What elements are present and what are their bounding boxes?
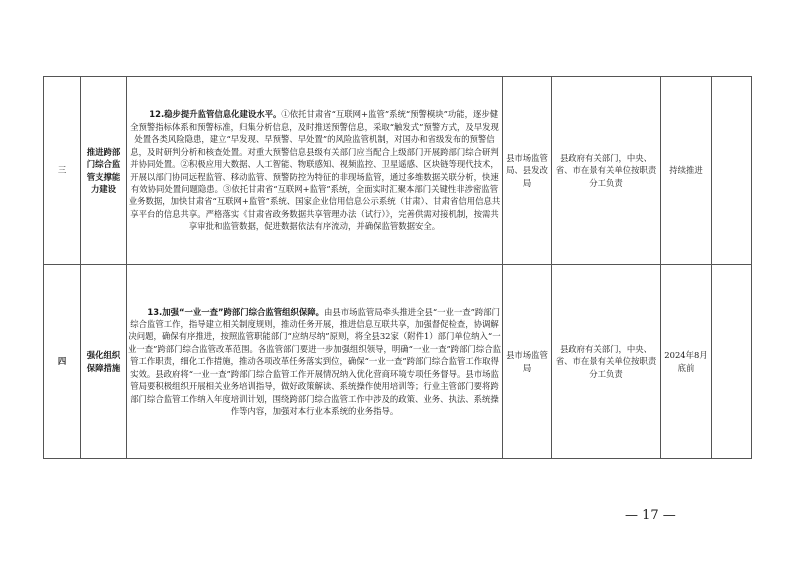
lead-unit: 县市场监管局、县发改局 xyxy=(503,77,552,265)
note-cell xyxy=(712,77,752,265)
table-row xyxy=(44,265,752,459)
item-body: ①依托甘肃省“互联网+监管”系统“预警模块”功能，逐步健全预警指标体系和预警标准，归集分析信息，及时推送预警信息，采取“触发式”预警方式，及早发现处置各类风险隐患，建立“早发现、早预警、早处置”的风险监管机制，对国办和省级发布的预警信息，及时研判分析和核查处置。对重大预警信息县级有关部门应当配合上级部门开展跨部门综合研判并协同处置。②积极应用大数据、人工智能、物联感知、视频监控、卫星遥感、区块链等现代技术，开展以部门协同远程监管、移动监管、预警防控为特征的非现场监管，通过多维数据关联分析，快速有效协同处置问题隐患。③依托甘肃省“互联网+监管”系统，全面实时汇聚本部门关键性非涉密监管业务数据，加快甘肃省“互联网+监管”系统、国家企业信用信息公示系统（甘肃）、甘肃省信用信息共享平台的信息共享。严格落实《甘肃省政务数据共享管理办法（试行）》，完善供需对接机制，按需共享审批和监管数据，促进数据依法有序流动，并确保监管数据安全。 xyxy=(128,109,501,232)
timeline: 2024年8月底前 xyxy=(661,265,712,459)
task-table xyxy=(43,76,752,459)
responsible-unit: 县政府有关部门，中央、省、市在景有关单位按职责分工负责 xyxy=(552,265,661,459)
content-paragraph xyxy=(127,108,502,232)
row-number: 四 xyxy=(44,265,81,459)
task-content xyxy=(127,77,503,265)
responsible-unit: 县政府有关部门，中央、省、市在景有关单位按职责分工负责 xyxy=(552,77,661,265)
timeline: 持续推进 xyxy=(661,77,712,265)
note-cell xyxy=(712,265,752,459)
category-label: 强化组织保障措施 xyxy=(86,350,121,373)
item-body: 由县市场监管局牵头推进全县“一业一查”跨部门综合监管工作，指导建立相关制度规则，推动任务开展，推进信息互联共享，加强督促检查，协调解决问题，确保有序推进，按照监管职能部门“应纳尽纳”原则，将全县32家（附件1）部门单位纳入“一业一查”跨部门综合监管改革范围。各监管部门要进一步加强组织领导，明确“一业一查”跨部门综合监管工作职责，细化工作措施，推动各项改革任务落实到位，确保“一业一查”跨部门综合监管工作取得实效。县政府将“一业一查”跨部门综合监管工作开展情况纳入优化营商环境专项任务督导。县市场监管局要积极组织开展相关业务培训指导，做好政策解读、系统操作使用培训等；行业主管部门要将跨部门综合监管工作纳入年度培训计划，围绕跨部门综合监管工作中涉及的政策、业务、执法、系统操作等内容，加强对本行业本系统的业务指导。 xyxy=(128,306,501,416)
task-category xyxy=(81,265,127,459)
item-title: 12.稳步提升监管信息化建设水平。 xyxy=(149,109,282,120)
category-label: 推进跨部门综合监管支撑能力建设 xyxy=(86,146,121,194)
content-paragraph xyxy=(127,306,502,418)
page-number: — 17 — xyxy=(625,508,676,523)
table-row xyxy=(44,77,752,265)
task-content xyxy=(127,265,503,459)
lead-unit: 县市场监管局 xyxy=(503,265,552,459)
item-title: 13.加强“一业一查”跨部门综合监管组织保障。 xyxy=(147,306,324,317)
task-category xyxy=(81,77,127,265)
row-number: 三 xyxy=(44,77,81,265)
